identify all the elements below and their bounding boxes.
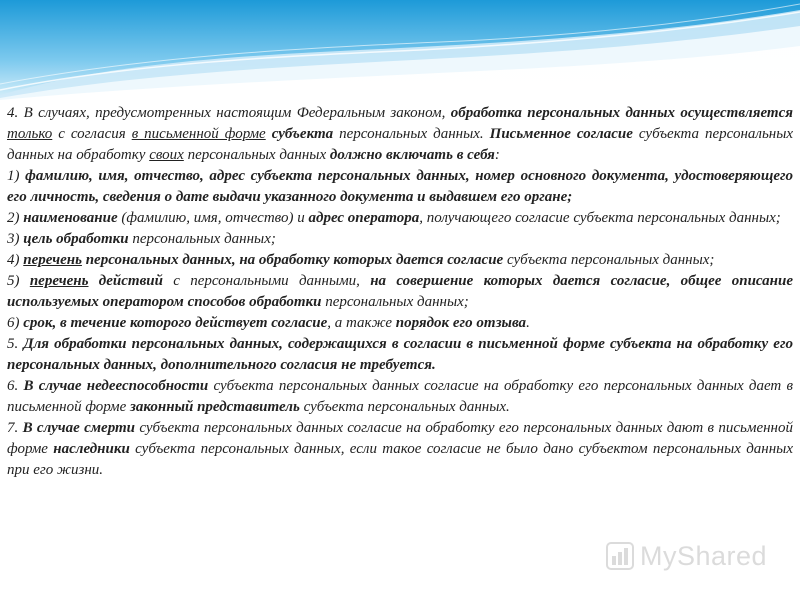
text-run: персональных данных xyxy=(183,147,330,163)
text-run: Для обработки персональных данных, содержащихся в согласии в письменной форме субъекта на обработку его персональных данных, дополнительного согласия не требуется. xyxy=(7,336,793,373)
text-run: с согласия xyxy=(52,126,132,142)
watermark-text: MyShared xyxy=(640,540,768,571)
text-run: , получающего согласие субъекта персональных данных; xyxy=(419,210,781,226)
text-run: 2) xyxy=(7,210,24,226)
text-run: 4) xyxy=(7,252,24,268)
wave-graphic xyxy=(0,0,800,100)
text-run: 3) xyxy=(7,231,24,247)
text-run: 6. xyxy=(7,378,24,394)
text-run: субъекта персональных данных согласие на обработку его персональных данных дают в письменной форме xyxy=(7,420,793,457)
text-run: (фамилию, имя, отчество) и xyxy=(117,210,309,226)
text-run: наследники xyxy=(53,441,130,457)
paragraph-intro xyxy=(7,103,793,166)
text-run: субъекта персональных данных; xyxy=(503,252,715,268)
header-wave-decoration xyxy=(0,0,800,100)
law-text-block xyxy=(7,103,793,481)
text-run: Письменное согласие xyxy=(489,126,633,142)
text-run: 5. xyxy=(7,336,24,352)
text-run: . xyxy=(526,315,530,331)
text-run: перечень xyxy=(23,252,82,268)
chart-icon xyxy=(606,542,634,570)
paragraph-item-5 xyxy=(7,271,793,313)
text-run: наименование xyxy=(23,210,118,226)
watermark-logo xyxy=(606,538,776,574)
text-run: действий xyxy=(88,273,163,289)
text-run: цель обработки xyxy=(23,231,129,247)
text-run: должно включать в себя xyxy=(329,147,495,163)
text-run: адрес оператора xyxy=(308,210,420,226)
text-run: субъекта xyxy=(271,126,334,142)
text-run: персональных данных, на обработку которых дается согласие xyxy=(81,252,504,268)
text-run: В случае недееспособности xyxy=(23,378,209,394)
text-run: 4. В случаях, предусмотренных настоящим Федеральным законом, xyxy=(7,105,451,121)
text-run: 6) xyxy=(7,315,24,331)
text-run: субъекта персональных данных, если такое согласие не было дано субъектом персональных данных при его жизни. xyxy=(7,441,793,478)
text-run: порядок его отзыва xyxy=(395,315,527,331)
text-run: 5) xyxy=(7,273,30,289)
text-run: В случае смерти xyxy=(22,420,136,436)
text-run: субъекта персональных данных. xyxy=(299,399,510,415)
text-run: законный представитель xyxy=(130,399,300,415)
text-run: 1) xyxy=(7,168,26,184)
paragraph-clause-7 xyxy=(7,418,793,481)
text-run: персональных данных; xyxy=(321,294,469,310)
paragraph-clause-5 xyxy=(7,334,793,376)
paragraph-item-4 xyxy=(7,250,793,271)
paragraph-item-2 xyxy=(7,208,793,229)
paragraph-item-3 xyxy=(7,229,793,250)
text-run: субъекта персональных данных согласие на обработку его персональных данных дает в письменной форме xyxy=(7,378,793,415)
paragraph-item-6 xyxy=(7,313,793,334)
text-run: срок, в течение которого действует согласие xyxy=(23,315,328,331)
paragraph-item-1 xyxy=(7,166,793,208)
text-run: : xyxy=(494,147,500,163)
paragraph-clause-6 xyxy=(7,376,793,418)
text-run: персональных данных. xyxy=(333,126,490,142)
text-run: перечень xyxy=(29,273,89,289)
text-run: 7. xyxy=(7,420,23,436)
text-run: с персональными данными, xyxy=(162,273,371,289)
text-run: в письменной форме xyxy=(131,126,266,142)
text-run: обработка персональных данных осуществляется xyxy=(450,105,793,121)
text-run: своих xyxy=(149,147,184,163)
text-run: на совершение которых дается согласие, общее описание используемых оператором способов обработки xyxy=(7,273,794,310)
text-run: фамилию, имя, отчество, адрес субъекта персональных данных, номер основного документа, удостоверяющего его личность, сведения о дате выдачи указанного документа и выдавшем его органе; xyxy=(7,168,794,205)
text-run: , а также xyxy=(327,315,396,331)
text-run: субъекта персональных данных на обработку xyxy=(7,126,794,163)
text-run: персональных данных; xyxy=(128,231,276,247)
text-run: только xyxy=(7,126,53,142)
